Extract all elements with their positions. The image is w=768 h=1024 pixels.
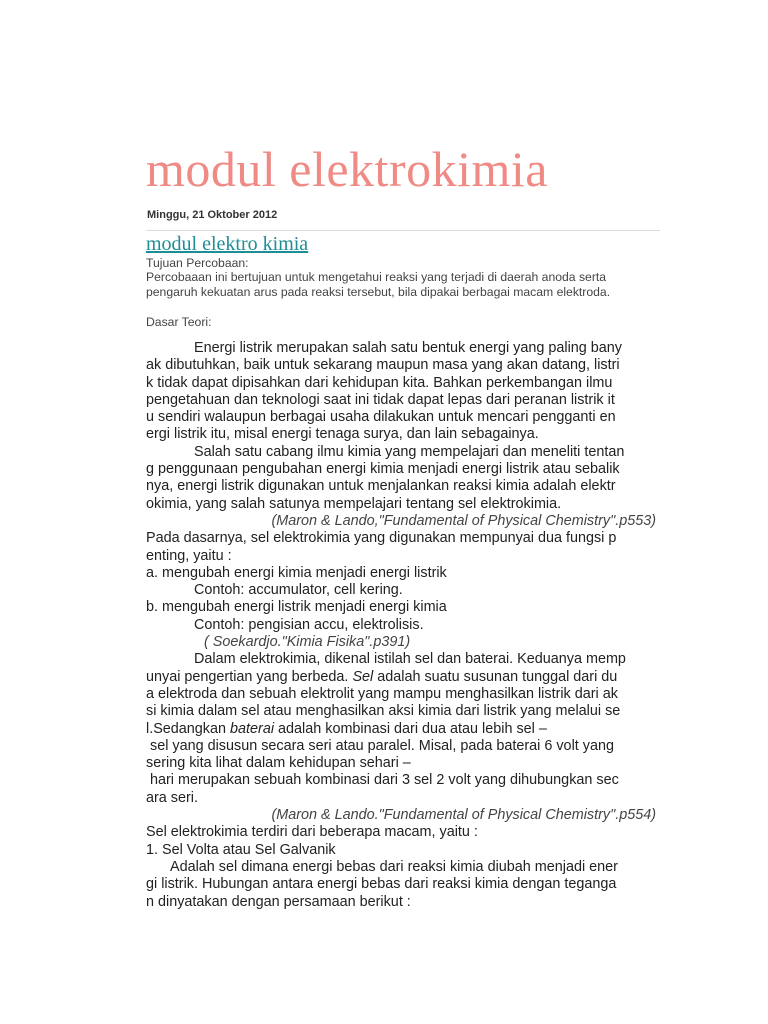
paragraph-line: enting, yaitu :	[146, 547, 232, 564]
list-item-example: Contoh: accumulator, cell kering.	[194, 582, 403, 599]
citation: ( Soekardjo."Kimia Fisika".p391)	[204, 634, 411, 651]
paragraph-line: n dinyatakan dengan persamaan berikut :	[146, 893, 411, 910]
theory-heading: Dasar Teori:	[146, 315, 212, 329]
list-item-example: Contoh: pengisian accu, elektrolisis.	[194, 616, 424, 633]
blog-title[interactable]: modul elektrokimia	[146, 141, 548, 197]
intro-line-1: Percobaaan ini bertujuan untuk mengetahui reaksi yang terjadi di daerah anoda serta	[146, 270, 607, 284]
paragraph-line: okimia, yang salah satunya mempelajari tentang sel elektrokimia.	[146, 495, 562, 512]
paragraph-line: l.Sedangkan baterai adalah kombinasi dari dua atau lebih sel –	[146, 720, 547, 737]
term-baterai: baterai	[230, 720, 275, 737]
paragraph-line: a elektroda dan sebuah elektrolit yang mampu menghasilkan listrik dari ak	[146, 685, 618, 702]
citation: (Maron & Lando,"Fundamental of Physical Chemistry".p553)	[271, 512, 656, 529]
paragraph-line: unyai pengertian yang berbeda. Sel adalah suatu susunan tunggal dari du	[146, 668, 618, 685]
paragraph-line: ergi listrik itu, misal energi tenaga surya, dan lain sebagainya.	[146, 426, 539, 443]
list-item: b. mengubah energi listrik menjadi energi kimia	[146, 599, 447, 616]
paragraph-line: sel yang disusun secara seri atau paralel. Misal, pada baterai 6 volt yang	[150, 737, 614, 754]
post-title-link[interactable]: modul elektro kimia	[146, 233, 309, 255]
term-sel: Sel	[352, 668, 374, 685]
paragraph-line: ak dibutuhkan, baik untuk sekarang maupun masa yang akan datang, listri	[146, 357, 620, 374]
paragraph-line: Dalam elektrokimia, dikenal istilah sel dan baterai. Keduanya memp	[194, 651, 626, 668]
paragraph-line: sering kita lihat dalam kehidupan sehari –	[146, 755, 411, 772]
post-date: Minggu, 21 Oktober 2012	[147, 209, 278, 221]
paragraph-line: Salah satu cabang ilmu kimia yang mempelajari dan meneliti tentan	[194, 443, 625, 460]
paragraph-line: Energi listrik merupakan salah satu bentuk energi yang paling bany	[194, 340, 622, 356]
paragraph-line: hari merupakan sebuah kombinasi dari 3 sel 2 volt yang dihubungkan sec	[150, 772, 619, 789]
paragraph-line: Sel elektrokimia terdiri dari beberapa macam, yaitu :	[146, 824, 478, 841]
list-item: 1. Sel Volta atau Sel Galvanik	[146, 841, 336, 858]
paragraph-line: si kimia dalam sel atau menghasilkan aksi kimia dari listrik yang melalui se	[146, 703, 621, 720]
intro-line-2: pengaruh kekuatan arus pada reaksi tersebut, bila dipakai berbagai macam elektroda.	[146, 285, 611, 299]
paragraph-line: u sendiri walaupun berbagai usaha dilakukan untuk mencari pengganti en	[146, 409, 616, 426]
list-item: a. mengubah energi kimia menjadi energi listrik	[146, 564, 447, 581]
paragraph-line: Pada dasarnya, sel elektrokimia yang digunakan mempunyai dua fungsi p	[146, 530, 617, 547]
citation: (Maron & Lando."Fundamental of Physical Chemistry".p554)	[271, 807, 656, 824]
paragraph-line: k tidak dapat dipisahkan dari kehidupan kita. Bahkan perkembangan ilmu	[146, 374, 613, 391]
paragraph-line: pengetahuan dan teknologi saat ini tidak dapat lepas dari peranan listrik it	[146, 391, 615, 408]
paragraph-line: ara seri.	[146, 789, 198, 806]
paragraph-line: nya, energi listrik digunakan untuk menjalankan reaksi kimia adalah elektr	[146, 478, 616, 495]
intro-heading: Tujuan Percobaan:	[146, 256, 249, 270]
divider	[146, 230, 660, 231]
paragraph-line: g penggunaan pengubahan energi kimia menjadi energi listrik atau sebalik	[146, 461, 620, 478]
post-body	[146, 340, 666, 911]
paragraph-line: gi listrik. Hubungan antara energi bebas dari reaksi kimia dengan teganga	[146, 876, 617, 893]
paragraph-line: Adalah sel dimana energi bebas dari reaksi kimia diubah menjadi ener	[170, 858, 618, 875]
